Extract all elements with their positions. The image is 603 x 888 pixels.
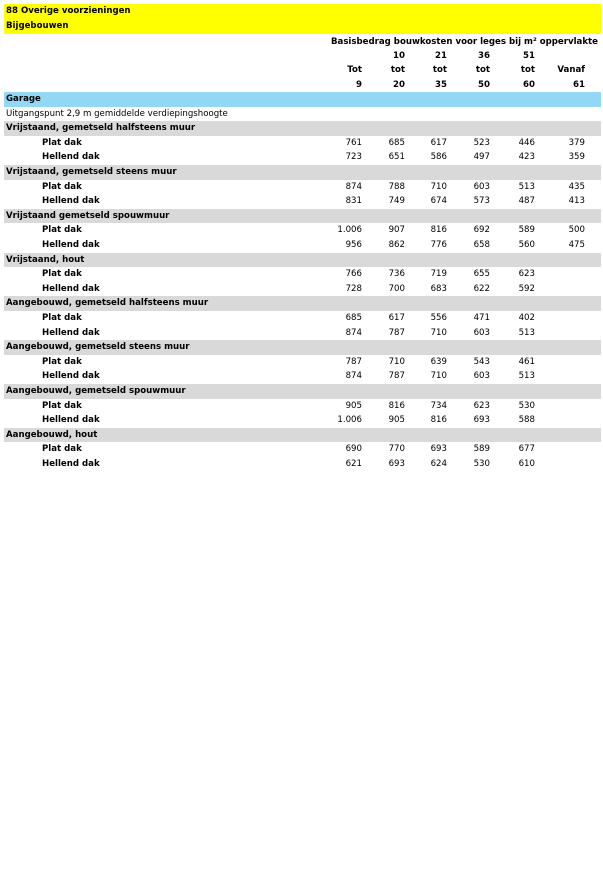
cell: 10 <box>393 51 405 61</box>
cell: 907 <box>388 225 405 236</box>
cell: 816 <box>430 415 447 426</box>
row-label: Hellend dak <box>42 152 100 163</box>
cell: Tot <box>347 65 362 76</box>
cell: 36 <box>478 51 490 61</box>
cell: tot <box>432 65 447 76</box>
cell: 788 <box>388 181 405 192</box>
cell: 21 <box>435 51 447 61</box>
cell: 556 <box>430 313 447 323</box>
header-caption-row <box>4 35 601 50</box>
table-row <box>4 399 601 414</box>
cell: 610 <box>518 459 535 469</box>
table-row <box>4 369 601 384</box>
cell: 617 <box>430 137 447 148</box>
table-row <box>4 311 601 326</box>
cell: 693 <box>388 459 405 469</box>
header-row <box>4 49 601 64</box>
cell: 413 <box>568 196 585 207</box>
table-row <box>4 413 601 428</box>
cell: 402 <box>518 313 535 323</box>
table-row <box>4 355 601 370</box>
page-subtitle: Bijgebouwen <box>6 21 69 31</box>
cell: 655 <box>473 269 490 280</box>
cell: 50 <box>478 79 490 90</box>
cell: 589 <box>473 444 490 455</box>
table-row <box>4 194 601 209</box>
cell: 9 <box>356 79 362 90</box>
cell: 816 <box>388 400 405 411</box>
header-row <box>4 63 601 78</box>
cell: 61 <box>573 79 585 90</box>
table-row <box>4 150 601 165</box>
cell: 956 <box>345 240 362 250</box>
group-title: Vrijstaand gemetseld spouwmuur <box>6 210 170 221</box>
cell: 710 <box>388 356 405 367</box>
cell: 359 <box>568 152 585 163</box>
section-title: Garage <box>6 94 41 104</box>
cell: 446 <box>518 137 535 148</box>
row-label: Hellend dak <box>42 240 100 250</box>
cell: 589 <box>518 225 535 236</box>
cell: 513 <box>518 327 535 338</box>
cell: 603 <box>473 371 490 382</box>
title-row <box>4 4 601 19</box>
cell: 461 <box>518 356 535 367</box>
cell: 831 <box>345 196 362 207</box>
cell: 693 <box>473 415 490 426</box>
cell: 51 <box>523 51 535 61</box>
table-row <box>4 180 601 195</box>
header-caption: Basisbedrag bouwkosten voor leges bij m² oppervlakte <box>330 37 598 47</box>
cell: 700 <box>388 283 405 294</box>
row-label: Hellend dak <box>42 371 100 382</box>
row-label: Hellend dak <box>42 196 100 207</box>
group-header <box>4 209 601 224</box>
cell: 710 <box>430 371 447 382</box>
table-row <box>4 136 601 151</box>
cell: tot <box>520 65 535 76</box>
table-row <box>4 326 601 341</box>
cell: 35 <box>435 79 447 90</box>
cell: 692 <box>473 225 490 236</box>
row-label: Plat dak <box>42 356 82 367</box>
cell: 766 <box>345 269 362 280</box>
cell: 423 <box>518 152 535 163</box>
cell: 787 <box>388 371 405 382</box>
cell: 728 <box>345 283 362 294</box>
cell: 475 <box>568 240 585 250</box>
cell: 513 <box>518 181 535 192</box>
cell: 874 <box>345 181 362 192</box>
cell: 500 <box>568 225 585 236</box>
cell: 1.006 <box>337 415 362 426</box>
row-label: Hellend dak <box>42 415 100 426</box>
cell: 592 <box>518 283 535 294</box>
group-header <box>4 384 601 399</box>
group-header <box>4 428 601 443</box>
cell: 874 <box>345 327 362 338</box>
group-header <box>4 165 601 180</box>
cell: 621 <box>345 459 362 469</box>
cell: 816 <box>430 225 447 236</box>
group-title: Vrijstaand, hout <box>6 254 85 265</box>
table-row <box>4 267 601 282</box>
cell: 719 <box>430 269 447 280</box>
cell: 622 <box>473 283 490 294</box>
cell: 693 <box>430 444 447 455</box>
group-title: Aangebouwd, gemetseld spouwmuur <box>6 386 186 396</box>
cell: 651 <box>388 152 405 163</box>
group-header <box>4 121 601 136</box>
cell: 683 <box>430 283 447 294</box>
cell: 530 <box>473 459 490 469</box>
cell: 543 <box>473 356 490 367</box>
cell: 513 <box>518 371 535 382</box>
table-row <box>4 238 601 253</box>
cell: 874 <box>345 371 362 382</box>
cell: 776 <box>430 240 447 250</box>
subtitle-row <box>4 19 601 34</box>
cell: 20 <box>393 79 405 90</box>
table-row <box>4 442 601 457</box>
cell: 588 <box>518 415 535 426</box>
cell: 787 <box>345 356 362 367</box>
cell: 690 <box>345 444 362 455</box>
row-label: Plat dak <box>42 313 82 323</box>
group-title: Aangebouwd, gemetseld steens muur <box>6 342 190 353</box>
cell: 677 <box>518 444 535 455</box>
cell: 617 <box>388 313 405 323</box>
cell: 736 <box>388 269 405 280</box>
cell: 723 <box>345 152 362 163</box>
group-title: Aangebouwd, gemetseld halfsteens muur <box>6 298 209 309</box>
cell: 1.006 <box>337 225 362 236</box>
cell: 770 <box>388 444 405 455</box>
group-header <box>4 296 601 311</box>
row-label: Plat dak <box>42 225 82 236</box>
cell: 624 <box>430 459 447 469</box>
cell: 862 <box>388 240 405 250</box>
cell: 573 <box>473 196 490 207</box>
row-label: Hellend dak <box>42 283 100 294</box>
cell: 905 <box>345 400 362 411</box>
group-title: Aangebouwd, hout <box>6 429 98 440</box>
table-row <box>4 457 601 472</box>
cell: 905 <box>388 415 405 426</box>
cell: 560 <box>518 240 535 250</box>
table-row <box>4 223 601 238</box>
cell: 530 <box>518 400 535 411</box>
row-label: Hellend dak <box>42 459 100 469</box>
cell: 685 <box>388 137 405 148</box>
header-row <box>4 78 601 93</box>
cell: 603 <box>473 327 490 338</box>
cell: 623 <box>518 269 535 280</box>
cell: 749 <box>388 196 405 207</box>
cell: 435 <box>568 181 585 192</box>
cell: 603 <box>473 181 490 192</box>
cell: 471 <box>473 313 490 323</box>
note-text: Uitgangspunt 2,9 m gemiddelde verdiepingshoogte <box>6 108 228 119</box>
group-title: Vrijstaand, gemetseld steens muur <box>6 167 177 177</box>
row-label: Plat dak <box>42 444 82 455</box>
cell: 623 <box>473 400 490 411</box>
table-row <box>4 282 601 297</box>
section-header <box>4 92 601 107</box>
cell: 734 <box>430 400 447 411</box>
cell: 658 <box>473 240 490 250</box>
cell: 487 <box>518 196 535 207</box>
note-row <box>4 107 601 122</box>
cell: 674 <box>430 196 447 207</box>
cell: tot <box>475 65 490 76</box>
cell: 639 <box>430 356 447 367</box>
cell: 710 <box>430 327 447 338</box>
row-label: Plat dak <box>42 181 82 192</box>
page-title: 88 Overige voorzieningen <box>6 6 131 16</box>
cell: 710 <box>430 181 447 192</box>
cell: 60 <box>523 79 535 90</box>
row-label: Hellend dak <box>42 327 100 338</box>
cell: Vanaf <box>557 65 585 76</box>
cell: tot <box>390 65 405 76</box>
group-header <box>4 340 601 355</box>
group-header <box>4 253 601 268</box>
cell: 497 <box>473 152 490 163</box>
cell: 379 <box>568 137 585 148</box>
cell: 685 <box>345 313 362 323</box>
cell: 586 <box>430 152 447 163</box>
row-label: Plat dak <box>42 400 82 411</box>
row-label: Plat dak <box>42 269 82 280</box>
cell: 787 <box>388 327 405 338</box>
group-title: Vrijstaand, gemetseld halfsteens muur <box>6 123 196 134</box>
cell: 523 <box>473 137 490 148</box>
row-label: Plat dak <box>42 137 82 148</box>
cell: 761 <box>345 137 362 148</box>
